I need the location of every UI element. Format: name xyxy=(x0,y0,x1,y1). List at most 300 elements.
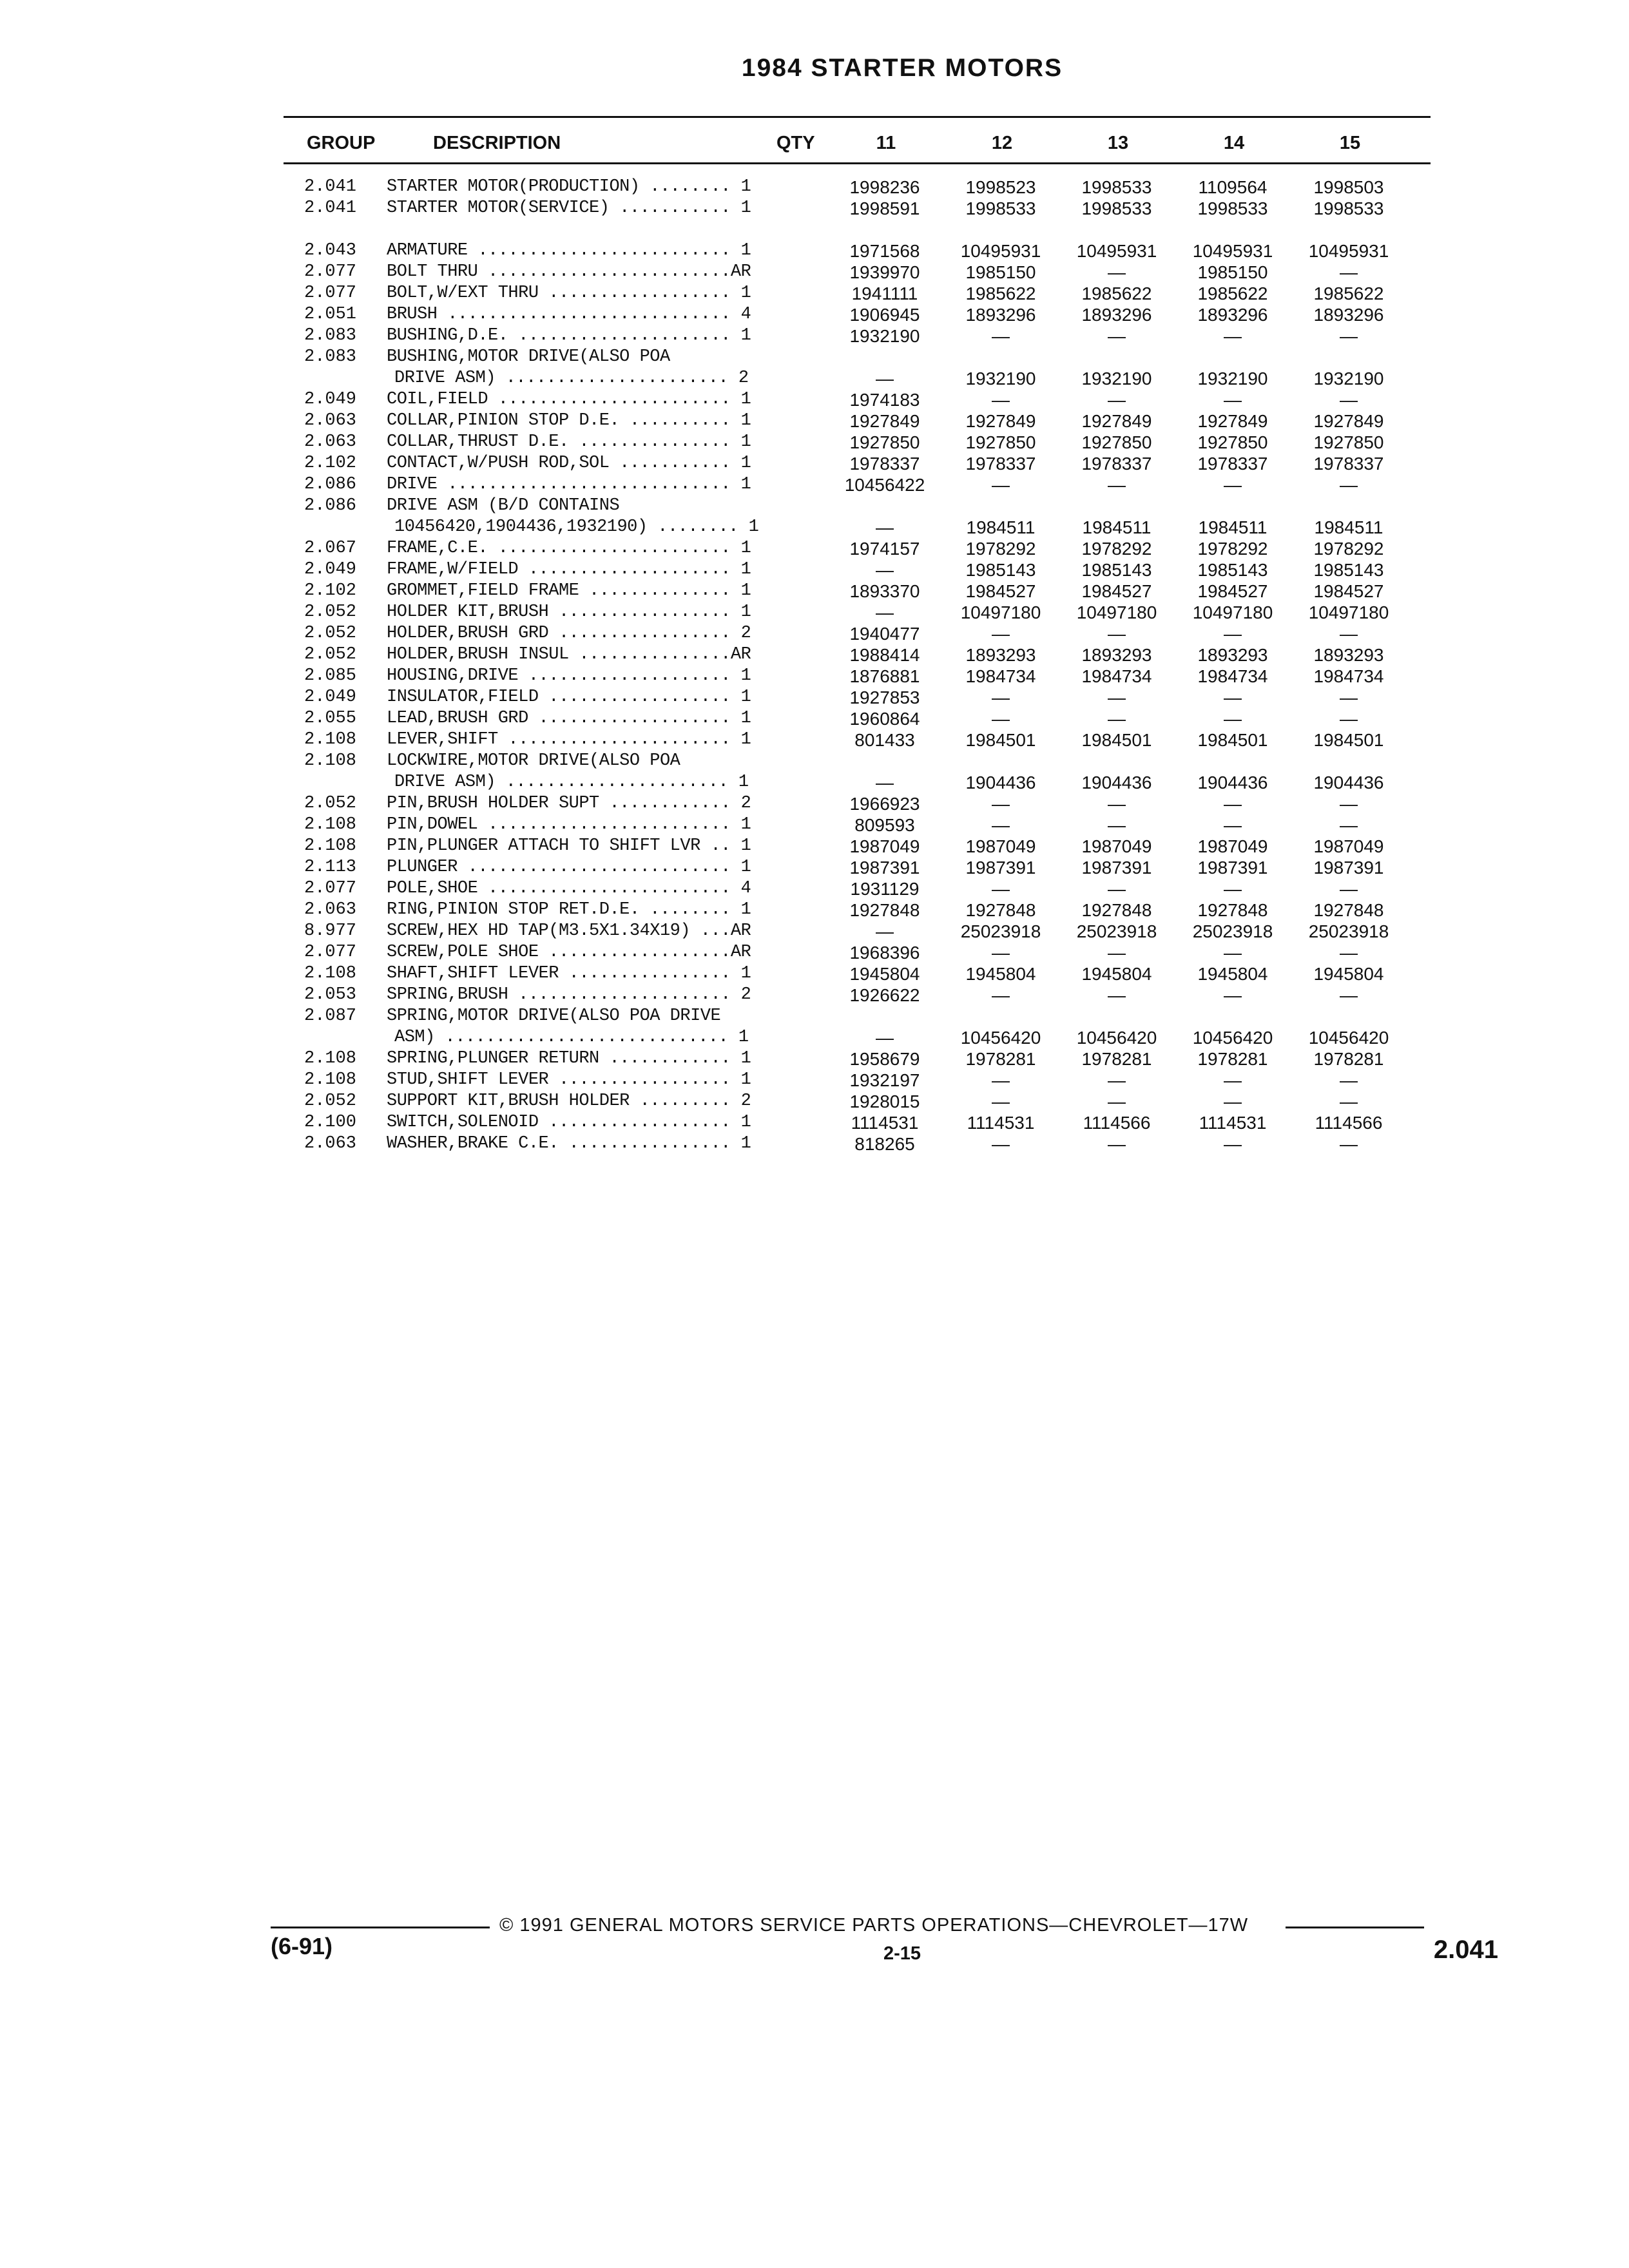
part-description: STUD,SHIFT LEVER ................. 1 xyxy=(387,1070,751,1090)
part-number-cell: 1114566 xyxy=(1083,1113,1151,1133)
table-row xyxy=(0,1027,1629,1048)
part-description: 10456420,1904436,1932190) ........ 1 xyxy=(394,517,759,537)
part-number-cell: 1114531 xyxy=(967,1113,1035,1133)
part-description: DRIVE ............................ 1 xyxy=(387,475,751,494)
part-number-cell: — xyxy=(1340,709,1358,729)
table-row xyxy=(0,814,1629,836)
part-number-cell: — xyxy=(992,687,1010,707)
part-number-cell: 1945804 xyxy=(965,964,1036,984)
part-number-cell: 1984511 xyxy=(966,517,1036,537)
part-number-cell: 1876881 xyxy=(849,666,920,686)
group-number: 2.108 xyxy=(304,964,357,983)
part-number-cell: 1927849 xyxy=(1197,411,1268,431)
part-number-cell: 1927850 xyxy=(1081,432,1152,452)
header-model-11: 11 xyxy=(876,133,896,153)
table-row xyxy=(0,751,1629,772)
table-row xyxy=(0,347,1629,368)
part-number-cell: 1984734 xyxy=(1313,666,1384,686)
part-number-cell: — xyxy=(1108,687,1126,707)
part-number-cell: 1978281 xyxy=(1197,1049,1268,1069)
part-number-cell: 1893370 xyxy=(849,581,920,601)
group-number: 2.052 xyxy=(304,602,357,622)
table-row xyxy=(0,198,1629,219)
part-description: SCREW,POLE SHOE ..................AR xyxy=(387,943,751,962)
part-number-cell: 1945804 xyxy=(849,964,920,984)
table-row xyxy=(0,1133,1629,1155)
part-number-cell: — xyxy=(1340,985,1358,1005)
part-number-cell: — xyxy=(1108,794,1126,814)
part-number-cell: 1984527 xyxy=(1081,581,1152,601)
part-number-cell: 1974157 xyxy=(849,539,920,559)
part-number-cell: 1927849 xyxy=(965,411,1036,431)
header-model-15: 15 xyxy=(1339,133,1361,153)
part-number-cell: 1985143 xyxy=(1081,560,1152,580)
group-number: 2.108 xyxy=(304,1070,357,1090)
part-number-cell: 1926622 xyxy=(849,985,920,1005)
part-description: HOLDER,BRUSH GRD ................. 2 xyxy=(387,624,751,643)
group-number: 2.067 xyxy=(304,539,357,558)
part-number-cell: — xyxy=(1108,475,1126,495)
part-number-cell: 1932190 xyxy=(849,326,920,346)
table-row xyxy=(0,304,1629,325)
group-number: 2.055 xyxy=(304,709,357,728)
part-number-cell: — xyxy=(1340,326,1358,346)
part-number-cell: 1987049 xyxy=(1313,836,1384,856)
group-number: 2.083 xyxy=(304,347,357,367)
table-row xyxy=(0,538,1629,559)
part-number-cell: — xyxy=(1224,687,1242,707)
part-number-cell: 1927848 xyxy=(849,900,920,920)
part-number-cell: 1998523 xyxy=(965,177,1036,197)
part-description: CONTACT,W/PUSH ROD,SOL ........... 1 xyxy=(387,454,751,473)
part-number-cell: 1966923 xyxy=(849,794,920,814)
part-description: BOLT,W/EXT THRU .................. 1 xyxy=(387,284,751,303)
part-number-cell: — xyxy=(1224,1070,1242,1090)
part-number-cell: 1928015 xyxy=(849,1091,920,1111)
part-number-cell: 25023918 xyxy=(1308,921,1389,941)
part-number-cell: — xyxy=(1340,475,1358,495)
header-group: GROUP xyxy=(307,133,376,153)
part-number-cell: — xyxy=(876,517,894,537)
table-row xyxy=(0,517,1629,538)
part-number-cell: 10456420 xyxy=(1192,1028,1273,1048)
part-number-cell: — xyxy=(1108,943,1126,963)
table-row xyxy=(0,1006,1629,1027)
group-number: 2.077 xyxy=(304,284,357,303)
table-row xyxy=(0,772,1629,793)
part-number-cell: 1998236 xyxy=(849,177,920,197)
part-number-cell: 10456420 xyxy=(960,1028,1041,1048)
header-bottom-rule xyxy=(284,162,1431,164)
part-number-cell: 1945804 xyxy=(1197,964,1268,984)
part-number-cell: — xyxy=(1224,1091,1242,1111)
part-number-cell: — xyxy=(992,326,1010,346)
group-number: 2.052 xyxy=(304,794,357,813)
table-row xyxy=(0,1091,1629,1112)
group-number: 2.077 xyxy=(304,262,357,282)
part-number-cell: 10456420 xyxy=(1076,1028,1157,1048)
part-description: INSULATOR,FIELD .................. 1 xyxy=(387,687,751,707)
part-number-cell: 1927850 xyxy=(1197,432,1268,452)
part-number-cell: — xyxy=(1340,943,1358,963)
part-number-cell: 1984501 xyxy=(1197,730,1268,750)
table-row xyxy=(0,581,1629,602)
group-number: 2.049 xyxy=(304,560,357,579)
part-number-cell: 1984501 xyxy=(1081,730,1152,750)
group-number: 2.063 xyxy=(304,1134,357,1153)
part-number-cell: 1958679 xyxy=(849,1049,920,1069)
group-number: 2.100 xyxy=(304,1113,357,1132)
part-number-cell: 1927849 xyxy=(849,411,920,431)
part-description: BOLT THRU ........................AR xyxy=(387,262,751,282)
part-description: SPRING,BRUSH ..................... 2 xyxy=(387,985,751,1004)
part-number-cell: — xyxy=(992,815,1010,835)
part-number-cell: 1904436 xyxy=(1197,773,1268,793)
part-number-cell: 1978337 xyxy=(1197,454,1268,474)
table-row xyxy=(0,985,1629,1006)
page-title: 1984 STARTER MOTORS xyxy=(741,54,1063,82)
part-number-cell: 1985150 xyxy=(1197,262,1268,282)
part-number-cell: — xyxy=(1108,985,1126,1005)
part-number-cell: — xyxy=(876,560,894,580)
table-row xyxy=(0,240,1629,262)
part-number-cell: 1893296 xyxy=(1313,305,1384,325)
group-number: 2.077 xyxy=(304,879,357,898)
part-number-cell: 25023918 xyxy=(1192,921,1273,941)
group-number: 2.108 xyxy=(304,1049,357,1068)
part-number-cell: 1932190 xyxy=(965,369,1036,389)
part-number-cell: 1893296 xyxy=(1197,305,1268,325)
part-number-cell: 1978281 xyxy=(1081,1049,1152,1069)
group-number: 2.063 xyxy=(304,411,357,430)
part-number-cell: — xyxy=(1224,794,1242,814)
part-number-cell: 1893293 xyxy=(1313,645,1384,665)
part-description: SWITCH,SOLENOID .................. 1 xyxy=(387,1113,751,1132)
part-number-cell: — xyxy=(1224,985,1242,1005)
part-number-cell: 10495931 xyxy=(1308,241,1389,261)
table-row xyxy=(0,559,1629,581)
part-number-cell: 801433 xyxy=(854,730,915,750)
part-description: HOLDER KIT,BRUSH ................. 1 xyxy=(387,602,751,622)
part-number-cell: 1927849 xyxy=(1313,411,1384,431)
part-number-cell: 1984527 xyxy=(965,581,1036,601)
part-number-cell: 1927848 xyxy=(1081,900,1152,920)
part-number-cell: — xyxy=(1340,687,1358,707)
table-row xyxy=(0,368,1629,389)
part-number-cell: 1939970 xyxy=(849,262,920,282)
part-number-cell: 1998591 xyxy=(849,198,920,218)
part-number-cell: 1998503 xyxy=(1313,177,1384,197)
part-number-cell: 1984527 xyxy=(1313,581,1384,601)
part-number-cell: 1893293 xyxy=(965,645,1036,665)
table-row xyxy=(0,262,1629,283)
table-row xyxy=(0,666,1629,687)
part-number-cell: 1927850 xyxy=(1313,432,1384,452)
part-description: PLUNGER .......................... 1 xyxy=(387,858,751,877)
footer-copyright: © 1991 GENERAL MOTORS SERVICE PARTS OPERATIONS—CHEVROLET—17W xyxy=(499,1915,1249,1936)
part-number-cell: 1984527 xyxy=(1197,581,1268,601)
part-description: LEAD,BRUSH GRD ................... 1 xyxy=(387,709,751,728)
part-number-cell: 1931129 xyxy=(850,879,920,899)
table-row xyxy=(0,942,1629,963)
part-number-cell: 1904436 xyxy=(1313,773,1384,793)
group-number: 2.041 xyxy=(304,177,357,197)
part-number-cell: 1109564 xyxy=(1198,177,1268,197)
table-row xyxy=(0,1070,1629,1091)
part-description: COIL,FIELD ....................... 1 xyxy=(387,390,751,409)
part-number-cell: — xyxy=(1108,815,1126,835)
part-number-cell: 1978292 xyxy=(965,539,1036,559)
part-number-cell: 1927853 xyxy=(849,687,920,707)
part-number-cell: 1974183 xyxy=(849,390,920,410)
part-number-cell: 1968396 xyxy=(849,943,920,963)
group-number: 2.063 xyxy=(304,900,357,919)
part-number-cell: — xyxy=(876,773,894,793)
part-number-cell: 1904436 xyxy=(1081,773,1152,793)
part-description: GROMMET,FIELD FRAME .............. 1 xyxy=(387,581,751,601)
group-number: 2.102 xyxy=(304,581,357,601)
part-number-cell: 1998533 xyxy=(1197,198,1268,218)
part-number-cell: — xyxy=(1340,1134,1358,1154)
group-number: 2.083 xyxy=(304,326,357,345)
part-number-cell: 1984511 xyxy=(1082,517,1152,537)
part-description: STARTER MOTOR(PRODUCTION) ........ 1 xyxy=(387,177,751,197)
header-model-12: 12 xyxy=(991,133,1013,153)
part-number-cell: 1985143 xyxy=(965,560,1036,580)
part-number-cell: — xyxy=(876,602,894,622)
part-number-cell: 1114531 xyxy=(1199,1113,1267,1133)
part-number-cell: — xyxy=(992,624,1010,644)
part-number-cell: 10497180 xyxy=(1308,602,1389,622)
part-description: LEVER,SHIFT ...................... 1 xyxy=(387,730,751,749)
table-row xyxy=(0,899,1629,921)
part-number-cell: 10456422 xyxy=(844,475,925,495)
part-description: SHAFT,SHIFT LEVER ................ 1 xyxy=(387,964,751,983)
part-number-cell: — xyxy=(1224,709,1242,729)
part-number-cell: 1893293 xyxy=(1197,645,1268,665)
part-number-cell: — xyxy=(1108,879,1126,899)
part-description: BUSHING,MOTOR DRIVE(ALSO POA xyxy=(387,347,670,367)
table-row xyxy=(0,708,1629,729)
part-number-cell: 1978337 xyxy=(849,454,920,474)
part-number-cell: 1893293 xyxy=(1081,645,1152,665)
part-description: DRIVE ASM) ...................... 2 xyxy=(394,369,749,388)
part-description: SCREW,HEX HD TAP(M3.5X1.34X19) ...AR xyxy=(387,921,751,941)
part-number-cell: 1978292 xyxy=(1081,539,1152,559)
part-number-cell: 1984734 xyxy=(1197,666,1268,686)
table-row xyxy=(0,1048,1629,1070)
part-number-cell: 1987049 xyxy=(849,836,920,856)
group-number: 2.063 xyxy=(304,432,357,452)
part-number-cell: 1978281 xyxy=(965,1049,1036,1069)
part-description: SPRING,MOTOR DRIVE(ALSO POA DRIVE xyxy=(387,1006,721,1026)
part-number-cell: — xyxy=(992,794,1010,814)
part-number-cell: 10456420 xyxy=(1308,1028,1389,1048)
table-row xyxy=(0,177,1629,198)
part-number-cell: 1985622 xyxy=(1081,284,1152,303)
part-number-cell: — xyxy=(992,1091,1010,1111)
table-row xyxy=(0,623,1629,644)
part-description: PIN,PLUNGER ATTACH TO SHIFT LVR .. 1 xyxy=(387,836,751,856)
footer-rule-left xyxy=(271,1927,490,1928)
part-number-cell: 1987391 xyxy=(965,858,1036,878)
part-number-cell: 1927850 xyxy=(965,432,1036,452)
table-row xyxy=(0,283,1629,304)
table-row xyxy=(0,878,1629,899)
part-number-cell: 1987391 xyxy=(1197,858,1268,878)
group-number: 2.052 xyxy=(304,645,357,664)
header-description: DESCRIPTION xyxy=(433,133,561,153)
group-number: 2.041 xyxy=(304,198,357,218)
part-number-cell: — xyxy=(1108,1070,1126,1090)
table-row xyxy=(0,410,1629,432)
part-number-cell: — xyxy=(992,1070,1010,1090)
part-description: PIN,BRUSH HOLDER SUPT ............ 2 xyxy=(387,794,751,813)
part-number-cell: — xyxy=(1340,262,1358,282)
part-number-cell: 1984511 xyxy=(1314,517,1383,537)
table-row xyxy=(0,729,1629,751)
part-description: SUPPORT KIT,BRUSH HOLDER ......... 2 xyxy=(387,1091,751,1111)
part-number-cell: 1114566 xyxy=(1315,1113,1383,1133)
part-description: STARTER MOTOR(SERVICE) ........... 1 xyxy=(387,198,751,218)
part-number-cell: 1927848 xyxy=(1197,900,1268,920)
part-description: BRUSH ............................ 4 xyxy=(387,305,751,324)
table-row xyxy=(0,325,1629,347)
footer-group-number: 2.041 xyxy=(1433,1936,1498,1964)
part-number-cell: 1987049 xyxy=(965,836,1036,856)
part-number-cell: — xyxy=(1340,879,1358,899)
part-number-cell: 1984734 xyxy=(965,666,1036,686)
table-row xyxy=(0,963,1629,985)
part-number-cell: — xyxy=(992,390,1010,410)
part-number-cell: 1978281 xyxy=(1313,1049,1384,1069)
part-number-cell: — xyxy=(1224,879,1242,899)
part-description: ASM) ............................ 1 xyxy=(394,1028,749,1047)
group-number: 2.049 xyxy=(304,687,357,707)
group-number: 2.051 xyxy=(304,305,357,324)
part-number-cell: 1985622 xyxy=(1197,284,1268,303)
part-number-cell: — xyxy=(1224,624,1242,644)
page-number: 2-15 xyxy=(883,1943,921,1964)
group-number: 8.977 xyxy=(304,921,357,941)
table-row xyxy=(0,1112,1629,1133)
header-qty: QTY xyxy=(776,133,815,153)
part-number-cell: — xyxy=(1340,624,1358,644)
part-number-cell: — xyxy=(992,709,1010,729)
part-number-cell: 1941111 xyxy=(851,284,918,303)
group-number: 2.049 xyxy=(304,390,357,409)
part-number-cell: 1945804 xyxy=(1081,964,1152,984)
part-number-cell: 10495931 xyxy=(1076,241,1157,261)
part-description: COLLAR,PINION STOP D.E. .......... 1 xyxy=(387,411,751,430)
part-number-cell: 1998533 xyxy=(1081,198,1152,218)
part-number-cell: — xyxy=(1224,326,1242,346)
group-number: 2.052 xyxy=(304,1091,357,1111)
part-number-cell: — xyxy=(1340,794,1358,814)
part-number-cell: — xyxy=(1224,1134,1242,1154)
part-number-cell: 10497180 xyxy=(1192,602,1273,622)
part-number-cell: 1984511 xyxy=(1198,517,1268,537)
part-number-cell: 1945804 xyxy=(1313,964,1384,984)
part-number-cell: 25023918 xyxy=(1076,921,1157,941)
part-number-cell: 10497180 xyxy=(1076,602,1157,622)
table-row xyxy=(0,687,1629,708)
group-number: 2.085 xyxy=(304,666,357,686)
part-number-cell: 1987049 xyxy=(1081,836,1152,856)
header-top-rule xyxy=(284,116,1431,118)
part-number-cell: — xyxy=(1108,1091,1126,1111)
group-number: 2.108 xyxy=(304,730,357,749)
part-number-cell: — xyxy=(1108,326,1126,346)
part-number-cell: 25023918 xyxy=(960,921,1041,941)
group-number: 2.053 xyxy=(304,985,357,1004)
group-number: 2.102 xyxy=(304,454,357,473)
part-number-cell: 10495931 xyxy=(1192,241,1273,261)
part-number-cell: — xyxy=(1224,943,1242,963)
part-number-cell: 1998533 xyxy=(965,198,1036,218)
part-number-cell: 1927850 xyxy=(849,432,920,452)
part-description: ARMATURE ......................... 1 xyxy=(387,241,751,260)
part-number-cell: 1114531 xyxy=(851,1113,919,1133)
part-number-cell: — xyxy=(1340,1070,1358,1090)
group-number: 2.052 xyxy=(304,624,357,643)
part-number-cell: 1998533 xyxy=(1313,198,1384,218)
table-header xyxy=(0,133,1629,159)
part-number-cell: 1927849 xyxy=(1081,411,1152,431)
part-number-cell: 1984501 xyxy=(1313,730,1384,750)
part-number-cell: 1893296 xyxy=(965,305,1036,325)
part-number-cell: — xyxy=(876,369,894,389)
part-number-cell: 1985622 xyxy=(1313,284,1384,303)
table-row xyxy=(0,474,1629,495)
part-number-cell: — xyxy=(992,985,1010,1005)
header-model-13: 13 xyxy=(1107,133,1129,153)
table-row xyxy=(0,857,1629,878)
part-description: RING,PINION STOP RET.D.E. ........ 1 xyxy=(387,900,751,919)
table-row xyxy=(0,644,1629,666)
table-row xyxy=(0,453,1629,474)
footer-rule-right xyxy=(1286,1927,1424,1928)
group-number: 2.086 xyxy=(304,475,357,494)
footer-date: (6-91) xyxy=(271,1933,333,1959)
part-number-cell: — xyxy=(1108,709,1126,729)
part-description: HOUSING,DRIVE .................... 1 xyxy=(387,666,751,686)
header-model-14: 14 xyxy=(1223,133,1245,153)
part-number-cell: 1987391 xyxy=(849,858,920,878)
part-description: WASHER,BRAKE C.E. ................ 1 xyxy=(387,1134,751,1153)
part-number-cell: 1932190 xyxy=(1081,369,1152,389)
part-number-cell: 1932197 xyxy=(849,1070,920,1090)
part-number-cell: 1927848 xyxy=(965,900,1036,920)
part-number-cell: 1978337 xyxy=(1313,454,1384,474)
part-number-cell: 10495931 xyxy=(960,241,1041,261)
part-number-cell: 1978292 xyxy=(1197,539,1268,559)
table-row xyxy=(0,602,1629,623)
part-number-cell: 1987391 xyxy=(1313,858,1384,878)
part-description: COLLAR,THRUST D.E. ............... 1 xyxy=(387,432,751,452)
part-number-cell: 1987391 xyxy=(1081,858,1152,878)
part-number-cell: 1932190 xyxy=(1197,369,1268,389)
part-number-cell: 1906945 xyxy=(849,305,920,325)
part-number-cell: — xyxy=(992,879,1010,899)
part-number-cell: 1971568 xyxy=(849,241,920,261)
group-number: 2.108 xyxy=(304,815,357,834)
part-number-cell: — xyxy=(992,475,1010,495)
table-row xyxy=(0,836,1629,857)
part-description: POLE,SHOE ........................ 4 xyxy=(387,879,751,898)
group-number: 2.113 xyxy=(304,858,357,877)
part-number-cell: — xyxy=(1224,815,1242,835)
